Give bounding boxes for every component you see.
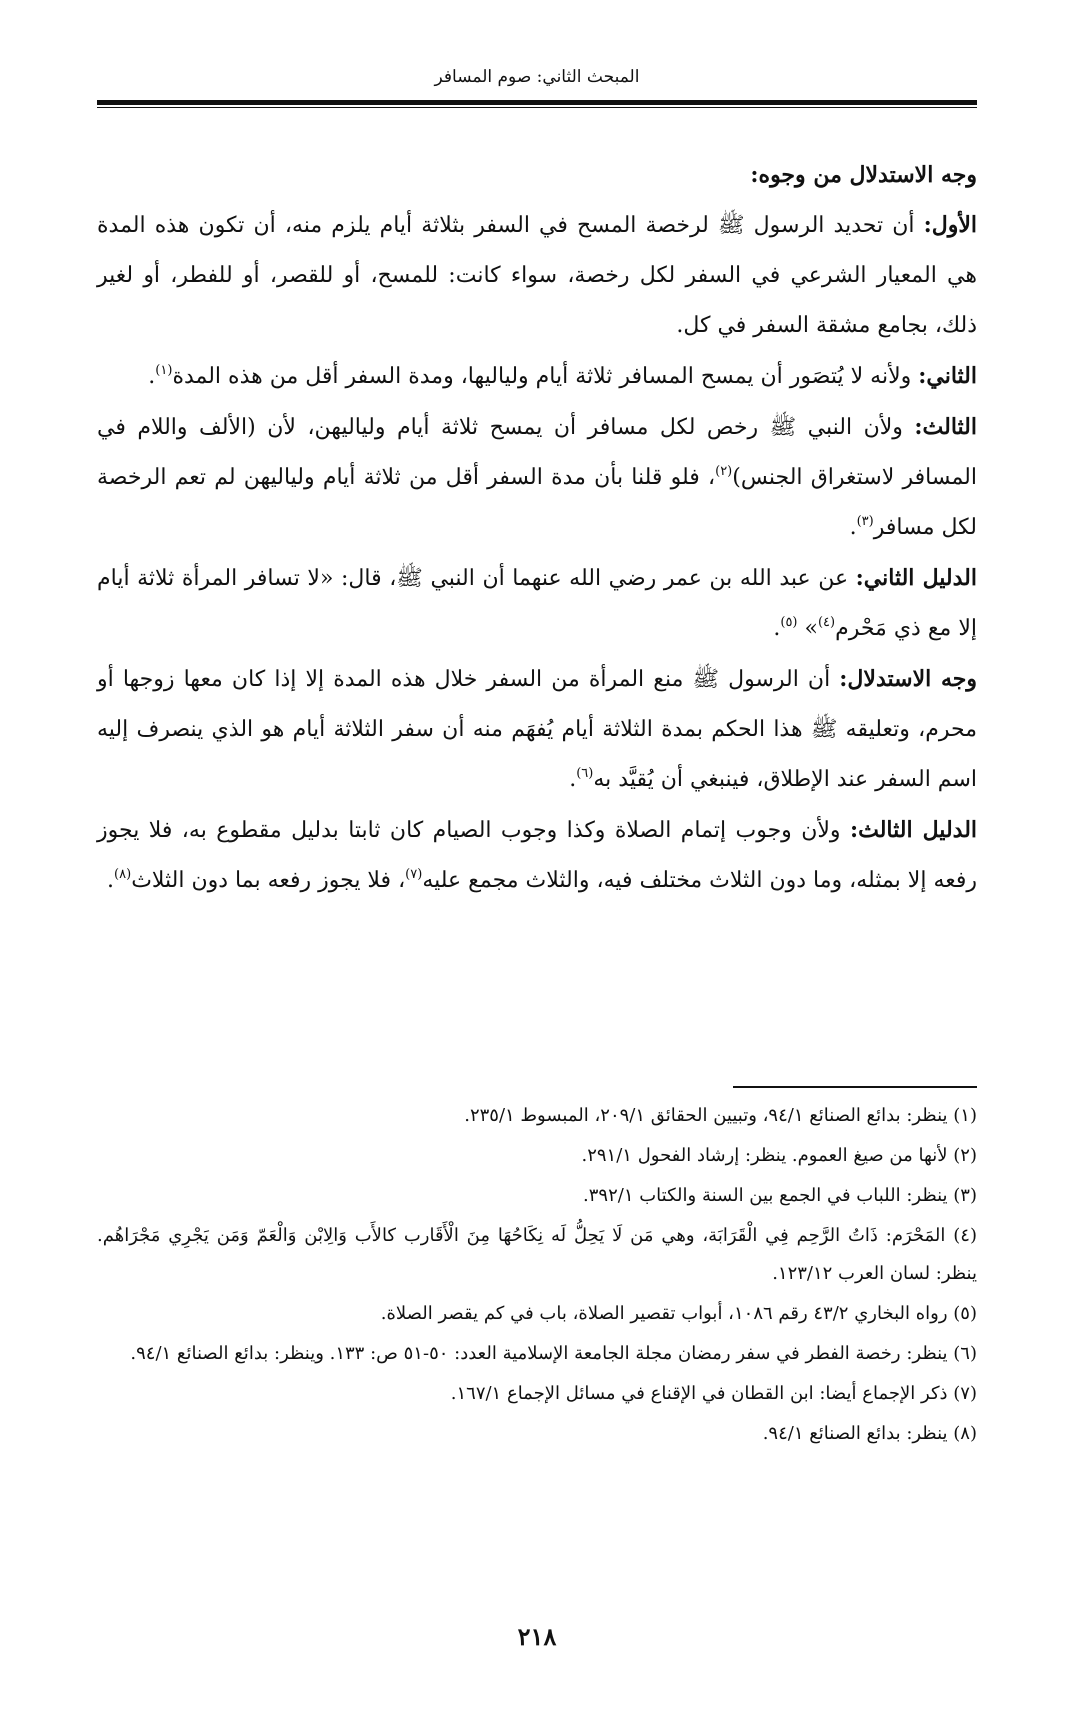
footnote-ref: (٥) — [780, 614, 798, 630]
paragraph-label: الثالث: — [914, 414, 977, 440]
footnote-text: ينظر: رخصة الفطر في سفر رمضان مجلة الجامعة الإسلامية العدد: ٥٠-٥١ ص: ١٣٣. وينظر: بدائع الصنائع ٩٤/١. — [130, 1343, 948, 1364]
paragraph-label: الدليل الثاني: — [855, 565, 977, 591]
footnote-item — [97, 1295, 977, 1333]
footnote-separator — [733, 1086, 977, 1088]
footnote-text: ينظر: بدائع الصنائع ٩٤/١، وتبيين الحقائق ٢٠٩/١، المبسوط ٢٣٥/١. — [464, 1105, 948, 1126]
footnote-item — [97, 1415, 977, 1453]
footnote-item — [97, 1137, 977, 1175]
running-header: المبحث الثاني: صوم المسافر — [434, 67, 640, 87]
paragraph-end: . — [773, 616, 781, 641]
paragraph-label: وجه الاستدلال: — [839, 666, 977, 692]
footnote-ref: (٣) — [856, 513, 874, 529]
footnote-number: (٨) — [953, 1423, 977, 1444]
paragraph-text: ، فلو قلنا بأن مدة السفر أقل من ثلاثة أيام ولياليهن لم تعم الرخصة لكل مسافر — [97, 465, 977, 540]
paragraph-text: ، فلا يجوز رفعه بما دون الثلاث — [131, 868, 406, 893]
paragraph-evidence-two — [97, 553, 977, 654]
page-number: ٢١٨ — [517, 1622, 557, 1651]
paragraph-end: . — [849, 515, 857, 540]
paragraph-label: الأول: — [923, 212, 977, 238]
paragraph-evidence-three — [97, 805, 977, 906]
footnote-number: (٣) — [953, 1185, 977, 1206]
section-heading: وجه الاستدلال من وجوه: — [750, 162, 977, 188]
footnote-ref: (٨) — [114, 866, 132, 882]
footnote-number: (١) — [953, 1105, 977, 1126]
paragraph-text: أن الرسول ﷺ منع المرأة من السفر خلال هذه المدة إلا إذا كان معها زوجها أو محرم، وتعليقه ﷺ هذا الحكم بمدة الثلاثة أيام يُفهَم منه أن سفر الثلاثة أيام هو الذي ينصرف إليه اسم السفر عند الإطلاق، فينبغي أن يُقيَّد به — [97, 667, 977, 792]
footnote-text: رواه البخاري ٤٣/٢ رقم ١٠٨٦، أبواب تقصير الصلاة، باب في كم يقصر الصلاة. — [380, 1303, 948, 1324]
main-text — [97, 150, 977, 906]
footnote-number: (٤) — [953, 1225, 977, 1246]
footnote-text: لأنها من صيغ العموم. ينظر: إرشاد الفحول ٢٩١/١. — [581, 1145, 948, 1166]
header-rule — [97, 100, 977, 105]
footnote-item — [97, 1375, 977, 1413]
footnote-number: (٢) — [953, 1145, 977, 1166]
footnote-text: ينظر: اللباب في الجمع بين السنة والكتاب ٣٩٢/١. — [583, 1185, 948, 1206]
paragraph-first — [97, 200, 977, 351]
footnote-ref: (٢) — [715, 463, 733, 479]
paragraph-label: الدليل الثالث: — [849, 817, 978, 843]
paragraph-third — [97, 402, 977, 553]
footnote-number: (٥) — [953, 1303, 977, 1324]
footnote-ref: (٦) — [576, 765, 594, 781]
footnote-number: (٧) — [953, 1383, 977, 1404]
footnote-item — [97, 1177, 977, 1215]
paragraph-end: . — [107, 868, 115, 893]
footnote-item — [97, 1097, 977, 1135]
footnote-number: (٦) — [953, 1343, 977, 1364]
footnote-text: المَحْرَم: ذَاتُ الرَّحِم فِي الْقَرَابَة، وهي مَن لَا يَحِلُّ لَه نِكَاحُهَا مِنَ الْأَقَارب كالأَب وَالِابْن وَالْعَمّ وَمَن يَجْرِي مَجْرَاهُم. ينظر: لسان العرب ١٢٣/١٢. — [97, 1225, 977, 1284]
paragraph-inference — [97, 654, 977, 805]
footnotes — [97, 1097, 977, 1455]
footnote-text: ينظر: بدائع الصنائع ٩٤/١. — [762, 1423, 948, 1444]
paragraph-text: ولأن النبي ﷺ رخص لكل مسافر أن يمسح ثلاثة أيام ولياليهن، لأن (الألف واللام في المسافر لاستغراق الجنس) — [97, 415, 977, 490]
paragraph-text: » — [797, 616, 818, 641]
footnote-item — [97, 1335, 977, 1373]
paragraph-text: ولأنه لا يُتصَور أن يمسح المسافر ثلاثة أيام ولياليها، ومدة السفر أقل من هذه المدة — [172, 364, 919, 389]
paragraph-end: . — [148, 364, 156, 389]
footnote-ref: (١) — [155, 362, 173, 378]
paragraph-end: . — [569, 767, 577, 792]
paragraph-text: أن تحديد الرسول ﷺ لرخصة المسح في السفر بثلاثة أيام يلزم منه، أن تكون هذه المدة هي المعيار الشرعي في السفر لكل رخصة، سواء كانت: للمسح، أو للقصر، أو للفطر، أو لغير ذلك، بجامع مشقة السفر في كل. — [97, 213, 977, 338]
footnote-text: ذكر الإجماع أيضا: ابن القطان في الإقناع في مسائل الإجماع ١٦٧/١. — [450, 1383, 948, 1404]
paragraph-label: الثاني: — [918, 363, 977, 389]
header-rule-thin — [97, 107, 977, 108]
paragraph-text: ولأن وجوب إتمام الصلاة وكذا وجوب الصيام كان ثابتا بدليل مقطوع به، فلا يجوز رفعه إلا بمثله، وما دون الثلاث مختلف فيه، والثلاث مجمع عليه — [97, 818, 977, 893]
paragraph-second — [97, 351, 977, 402]
paragraph-text: عن عبد الله بن عمر رضي الله عنهما أن النبي ﷺ، قال: «لا تسافر المرأة ثلاثة أيام إلا مع ذي مَحْرم — [97, 566, 977, 641]
footnote-ref: (٧) — [405, 866, 423, 882]
footnote-ref: (٤) — [817, 614, 836, 630]
footnote-item — [97, 1217, 977, 1293]
